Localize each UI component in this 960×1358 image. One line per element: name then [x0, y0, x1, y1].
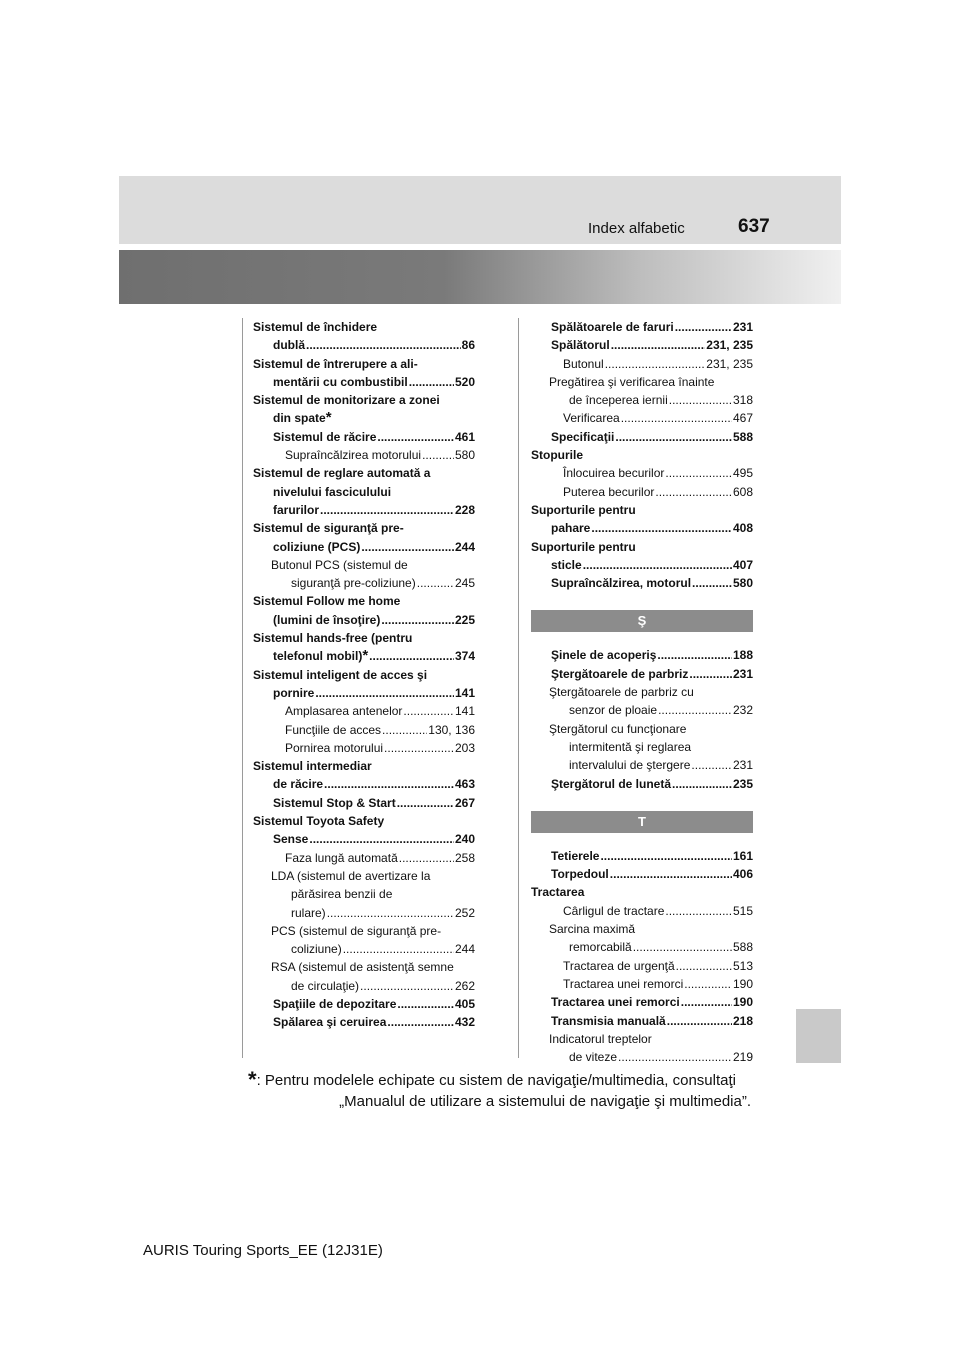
index-entry — [531, 993, 753, 1011]
dot-leader — [610, 865, 732, 883]
index-entry — [531, 318, 753, 336]
entry-term: Amplasarea antenelor — [285, 704, 403, 719]
page-reference: 318 — [732, 393, 753, 408]
dot-leader — [399, 849, 454, 867]
index-subentry — [531, 464, 753, 482]
entry-term: mentării cu combustibil — [273, 374, 408, 389]
index-column-right — [531, 318, 753, 1066]
index-subentry — [531, 920, 753, 957]
entry-term: dublă — [273, 338, 305, 353]
index-entry — [531, 336, 753, 354]
index-entry — [253, 428, 475, 446]
entry-term: senzor de ploaie — [569, 703, 658, 718]
dot-leader — [605, 355, 706, 373]
entry-line: Butonul PCS (sistemul de — [271, 557, 408, 572]
index-subentry — [531, 1030, 753, 1067]
entry-term: Sense — [273, 832, 309, 847]
entry-term: Tractarea de urgenţă — [563, 958, 675, 973]
footnote — [248, 1069, 751, 1112]
entry-term: pahare — [551, 521, 591, 536]
page-reference: 513 — [732, 958, 753, 973]
page-reference: 235 — [732, 776, 753, 791]
entry-row — [531, 318, 753, 336]
index-subentry — [531, 483, 753, 501]
dot-leader — [343, 940, 454, 958]
entry-line: Pregătirea şi verificarea înainte — [549, 374, 715, 389]
entry-term: de începerea iernii — [569, 393, 668, 408]
index-subentry — [531, 975, 753, 993]
dot-leader — [667, 1012, 732, 1030]
page-reference: 515 — [732, 903, 753, 918]
entry-row — [531, 993, 753, 1011]
entry-row — [253, 1013, 475, 1031]
entry-term: remorcabilă — [569, 940, 632, 955]
entry-line: Sistemul inteligent de acces şi — [253, 667, 428, 682]
page-reference: 245 — [454, 576, 475, 591]
entry-row — [549, 409, 753, 427]
dot-leader — [309, 830, 454, 848]
entry-line: Indicatorul treptelor — [549, 1031, 652, 1046]
entry-term: (lumini de însoţire) — [273, 612, 381, 627]
entry-row — [531, 428, 753, 446]
page-reference: 232 — [732, 703, 753, 718]
index-entry — [253, 757, 475, 794]
entry-term: Funcţiile de acces — [285, 722, 382, 737]
entry-term: Spaţiile de depozitare — [273, 996, 397, 1011]
index-entry — [531, 428, 753, 446]
page-reference: 407 — [732, 557, 753, 572]
dot-leader — [675, 318, 732, 336]
page-reference: 141 — [454, 704, 475, 719]
entry-line: Stopurile — [531, 448, 584, 463]
index-subentry — [531, 373, 753, 410]
entry-row — [549, 975, 753, 993]
index-subentry — [253, 721, 475, 739]
index-entry — [531, 883, 753, 901]
dot-leader — [615, 428, 732, 446]
page-reference: 190 — [732, 995, 753, 1010]
entry-term: Tractarea unei remorci — [563, 976, 684, 991]
model-code: AURIS Touring Sports_EE (12J31E) — [143, 1242, 383, 1259]
entry-term: Faza lungă automată — [285, 850, 398, 865]
footnote-line-2: „Manualul de utilizare a sistemului de navigaţie şi multimedia”. — [339, 1093, 751, 1110]
dot-leader — [600, 847, 732, 865]
footnote-star: * — [248, 1067, 257, 1092]
entry-term: Sistemul de răcire — [273, 429, 377, 444]
index-subentry — [253, 958, 475, 995]
entry-row — [549, 1048, 753, 1066]
entry-row — [271, 849, 475, 867]
entry-line: Sistemul Follow me home — [253, 594, 401, 609]
dot-leader — [306, 336, 461, 354]
index-subentry — [531, 957, 753, 975]
dot-leader — [658, 701, 732, 719]
page-reference: 406 — [732, 867, 753, 882]
entry-term: de viteze — [569, 1050, 618, 1065]
entry-line: Sistemul de monitorizare a zonei — [253, 393, 440, 408]
entry-line: intermitentă şi reglarea — [569, 739, 692, 754]
dot-leader — [665, 902, 732, 920]
entry-row — [531, 519, 753, 537]
entry-term: telefonul mobil) — [273, 649, 363, 664]
left-column-rule — [242, 318, 243, 1058]
page-reference: 252 — [454, 905, 475, 920]
entry-term: intervalului de ştergere — [569, 758, 691, 773]
index-subentry — [531, 720, 753, 775]
entry-row — [549, 902, 753, 920]
entry-row — [549, 464, 753, 482]
entry-term: Spălarea şi ceruirea — [273, 1015, 387, 1030]
index-subentry — [253, 867, 475, 922]
page-reference: 86 — [461, 338, 475, 353]
page-reference: 408 — [732, 521, 753, 536]
index-entry — [531, 538, 753, 575]
entry-term: Ştergătorul de lunetă — [551, 776, 672, 791]
dot-leader — [397, 794, 454, 812]
section-letter-band: Ş — [531, 610, 753, 632]
entry-term: Sistemul Stop & Start — [273, 795, 396, 810]
dot-leader — [417, 574, 454, 592]
entry-term: Ştergătoarele de parbriz — [551, 666, 689, 681]
entry-row — [253, 830, 475, 848]
entry-term: sticle — [551, 557, 582, 572]
index-subentry — [531, 902, 753, 920]
page-reference: 267 — [454, 795, 475, 810]
page-reference: 231 — [732, 758, 753, 773]
index-entry — [531, 501, 753, 538]
entry-row — [549, 355, 753, 373]
dot-leader — [397, 995, 454, 1013]
page-reference: 231 — [732, 666, 753, 681]
entry-row — [549, 483, 753, 501]
entry-row — [253, 373, 475, 391]
entry-row — [531, 865, 753, 883]
page-reference: 228 — [454, 502, 475, 517]
index-entry — [253, 666, 475, 703]
entry-row — [531, 646, 753, 664]
page-reference: 374 — [454, 649, 475, 664]
index-column-left — [253, 318, 475, 1032]
page-reference: 588 — [732, 940, 753, 955]
dot-leader — [676, 957, 732, 975]
index-subentry — [531, 683, 753, 720]
entry-line: Sarcina maximă — [549, 922, 636, 937]
entry-term: de circulaţie) — [291, 978, 360, 993]
page-reference: 244 — [454, 539, 475, 554]
entry-row — [253, 794, 475, 812]
index-entry — [531, 847, 753, 865]
dot-leader — [361, 538, 454, 556]
entry-row — [271, 977, 475, 995]
dot-leader — [369, 647, 454, 665]
index-entry — [253, 318, 475, 355]
entry-row — [271, 721, 475, 739]
page-reference: 608 — [732, 484, 753, 499]
dot-leader — [684, 975, 732, 993]
index-subentry — [253, 922, 475, 959]
dot-leader — [324, 775, 454, 793]
dot-leader — [315, 684, 454, 702]
entry-term: Transmisia manuală — [551, 1013, 666, 1028]
entry-line: Suporturile pentru — [531, 502, 636, 517]
entry-row — [531, 574, 753, 592]
entry-line: Sistemul de siguranţă pre- — [253, 521, 404, 536]
entry-term: din spate — [273, 411, 326, 426]
page-reference: 467 — [732, 411, 753, 426]
entry-row — [271, 446, 475, 464]
entry-term: Puterea becurilor — [563, 484, 655, 499]
page-reference: 218 — [732, 1013, 753, 1028]
entry-row — [253, 538, 475, 556]
page-number: 637 — [738, 216, 770, 237]
entry-term: Butonul — [563, 356, 604, 371]
dot-leader — [691, 756, 732, 774]
entry-term: Verificarea — [563, 411, 620, 426]
entry-term: Tractarea unei remorci — [551, 995, 680, 1010]
dot-leader — [591, 519, 732, 537]
entry-line: PCS (sistemul de siguranţă pre- — [271, 923, 442, 938]
dot-leader — [611, 336, 706, 354]
index-subentry — [531, 409, 753, 427]
dot-leader — [422, 446, 454, 464]
page-reference: 258 — [454, 850, 475, 865]
entry-line: Sistemul Toyota Safety — [253, 814, 385, 829]
entry-line: Sistemul intermediar — [253, 759, 372, 774]
entry-row — [549, 938, 753, 956]
entry-term: Spălătoarele de faruri — [551, 320, 674, 334]
page-reference: 203 — [454, 740, 475, 755]
dot-leader — [689, 665, 732, 683]
entry-row — [531, 556, 753, 574]
entry-row: din spate * — [273, 409, 332, 427]
header-bar — [119, 176, 841, 244]
index-entry — [253, 629, 475, 666]
entry-row — [549, 957, 753, 975]
entry-line: Sistemul hands-free (pentru — [253, 631, 413, 646]
entry-line: Sistemul de întrerupere a ali- — [253, 356, 418, 371]
entry-row — [271, 574, 475, 592]
page-reference: 231, 235 — [706, 338, 753, 353]
entry-row — [531, 665, 753, 683]
index-entry — [253, 1013, 475, 1031]
dot-leader — [681, 993, 732, 1011]
entry-line: Ştergătorul cu funcţionare — [549, 721, 687, 736]
page-reference: 161 — [732, 848, 753, 863]
entry-line: RSA (sistemul de asistenţă semne — [271, 960, 454, 975]
index-entry — [531, 1012, 753, 1030]
index-entry — [531, 574, 753, 592]
dot-leader — [618, 1048, 732, 1066]
dot-leader — [655, 483, 732, 501]
entry-line: Ştergătoarele de parbriz cu — [549, 685, 694, 700]
page-reference: 231 — [732, 320, 753, 334]
dot-leader — [583, 556, 732, 574]
page-reference: 225 — [454, 612, 475, 627]
entry-term: Supraîncălzirea motorului — [285, 448, 422, 463]
page-reference: 405 — [454, 996, 475, 1011]
section-letter-band: T — [531, 811, 753, 833]
dot-leader — [621, 409, 732, 427]
entry-term: Supraîncălzirea, motorul — [551, 576, 692, 591]
index-entry — [253, 519, 475, 556]
entry-row — [531, 1012, 753, 1030]
entry-term: Înlocuirea becurilor — [563, 466, 665, 481]
index-entry — [531, 865, 753, 883]
entry-row — [549, 391, 753, 409]
page-reference: 141 — [454, 685, 475, 700]
entry-row — [253, 428, 475, 446]
entry-row — [271, 739, 475, 757]
entry-line: Tractarea — [531, 885, 585, 900]
entry-term: pornire — [273, 685, 315, 700]
index-entry — [253, 995, 475, 1013]
page-reference: 130, 136 — [428, 722, 475, 737]
index-entry — [531, 646, 753, 664]
page-reference: 244 — [454, 942, 475, 957]
dot-leader — [672, 775, 732, 793]
entry-row — [271, 904, 475, 922]
entry-row — [253, 611, 475, 629]
dot-leader — [382, 721, 427, 739]
entry-line: LDA (sistemul de avertizare la — [271, 868, 431, 883]
index-entry — [253, 812, 475, 849]
entry-term: coliziune) — [291, 942, 342, 957]
entry-line: părăsirea benzii de — [291, 887, 393, 902]
entry-term: Spălătorul — [551, 338, 610, 353]
index-entry — [253, 464, 475, 519]
page-reference: 188 — [732, 648, 753, 663]
index-entry — [253, 391, 475, 428]
entry-line: Sistemul de reglare automată a — [253, 466, 431, 481]
entry-row — [549, 756, 753, 774]
page-reference: 520 — [454, 374, 475, 389]
index-subentry — [253, 702, 475, 720]
entry-row — [253, 684, 475, 702]
index-subentry — [253, 556, 475, 593]
footnote-line-1: *: Pentru modelele echipate cu sistem de navigaţie/multimedia, consultaţi — [248, 1067, 736, 1092]
page-reference: 231, 235 — [706, 356, 753, 371]
entry-term: siguranţă pre-coliziune) — [291, 576, 416, 591]
index-entry — [253, 355, 475, 392]
dot-leader — [692, 574, 732, 592]
entry-row — [271, 940, 475, 958]
entry-row — [531, 336, 753, 354]
index-subentry — [253, 849, 475, 867]
entry-row — [253, 775, 475, 793]
entry-row — [253, 501, 475, 519]
index-entry — [531, 665, 753, 683]
entry-term: Tetierele — [551, 848, 600, 863]
page-reference: 240 — [454, 832, 475, 847]
index-subentry — [253, 446, 475, 464]
page-reference: 463 — [454, 777, 475, 792]
index-subentry — [531, 355, 753, 373]
chapter-tab — [796, 1009, 841, 1063]
entry-row — [549, 701, 753, 719]
dot-leader — [665, 464, 732, 482]
page-reference: 262 — [454, 978, 475, 993]
entry-line: nivelului fasciculului — [273, 484, 392, 499]
entry-term: Torpedoul — [551, 867, 609, 882]
entry-term: rulare) — [291, 905, 326, 920]
section-gradient-band — [119, 250, 841, 304]
middle-column-rule — [518, 318, 519, 1058]
page-reference: 432 — [454, 1015, 475, 1030]
entry-row — [253, 336, 475, 354]
entry-line: Sistemul de închidere — [253, 320, 378, 334]
dot-leader — [381, 611, 454, 629]
page-reference: 461 — [454, 429, 475, 444]
page-reference: 219 — [732, 1050, 753, 1065]
dot-leader — [327, 904, 454, 922]
entry-term: Cârligul de tractare — [563, 903, 665, 918]
entry-term: de răcire — [273, 777, 324, 792]
dot-leader — [403, 702, 454, 720]
entry-row: telefonul mobil) * ..... 374 — [253, 647, 475, 665]
dot-leader — [377, 428, 454, 446]
dot-leader — [387, 1013, 454, 1031]
dot-leader — [633, 938, 732, 956]
page-reference: 588 — [732, 429, 753, 444]
entry-term: Specificaţii — [551, 429, 615, 444]
page-reference: 495 — [732, 466, 753, 481]
page-reference: 580 — [732, 576, 753, 591]
entry-row — [531, 775, 753, 793]
entry-term: coliziune (PCS) — [273, 539, 361, 554]
entry-row — [531, 847, 753, 865]
dot-leader — [657, 646, 732, 664]
index-subentry — [253, 739, 475, 757]
index-entry — [531, 446, 753, 464]
page-title: Index alfabetic — [588, 220, 685, 237]
index-entry — [253, 592, 475, 629]
entry-term: farurilor — [273, 502, 320, 517]
dot-leader — [384, 739, 454, 757]
entry-term: Pornirea motorului — [285, 740, 384, 755]
dot-leader — [360, 977, 454, 995]
entry-term: Şinele de acoperiş — [551, 648, 657, 663]
index-entry — [531, 775, 753, 793]
page-reference: 190 — [732, 976, 753, 991]
entry-row — [253, 995, 475, 1013]
page-reference: 580 — [454, 448, 475, 463]
entry-row — [271, 702, 475, 720]
dot-leader — [409, 373, 454, 391]
dot-leader — [669, 391, 732, 409]
entry-line: Suporturile pentru — [531, 539, 636, 554]
dot-leader — [320, 501, 454, 519]
index-entry — [253, 794, 475, 812]
